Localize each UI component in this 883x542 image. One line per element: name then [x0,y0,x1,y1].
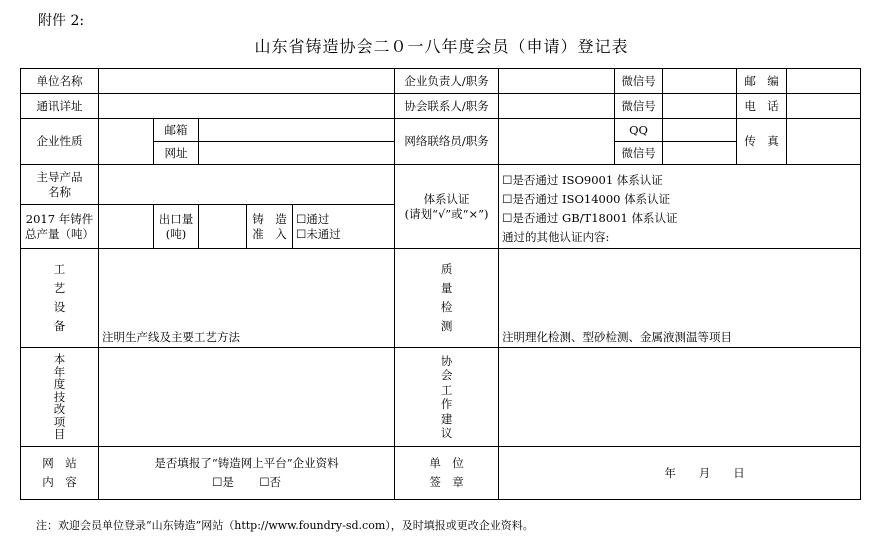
cert-iso9001-checkbox[interactable]: ☐是否通过 ISO9001 体系认证 [502,173,663,187]
access-label [247,205,293,249]
website-content-line1: 网 站 [42,456,77,470]
export-label [154,205,199,249]
phone-label: 电 话 [737,94,787,119]
cert-other-label: 通过的其他认证内容: [502,230,610,244]
website-content-label [21,447,99,500]
output-label [21,205,99,249]
tech-project-label [21,348,99,447]
seal-date-label: 年 月 日 [664,465,745,480]
email-field[interactable] [199,119,395,142]
process-char-3: 设 [53,300,66,314]
wechat-label: 微信号 [615,69,663,94]
seal-date-field[interactable] [499,447,861,500]
certification-options [499,165,861,249]
enterprise-type-label: 企业性质 [21,119,99,165]
unit-seal-line2: 签 章 [429,475,464,489]
address-label: 通讯详址 [21,94,99,119]
website-yes-checkbox[interactable]: ☐是 [212,475,234,489]
quality-char-2: 量 [440,281,453,295]
access-pass-checkbox[interactable]: ☐通过 [296,211,330,226]
suggest-char-6: 议 [440,426,453,440]
liaison-wechat-field[interactable] [663,94,737,119]
quality-char-1: 质 [440,262,453,276]
tech-project-field[interactable] [99,348,395,447]
quality-inspection-field[interactable] [499,249,861,348]
phone-field[interactable] [787,94,861,119]
suggest-char-2: 会 [440,368,453,382]
unit-seal-label [395,447,499,500]
access-options [293,205,395,249]
suggest-char-1: 协 [440,353,453,368]
process-char-1: 工 [53,262,66,276]
annex-label: 附件 2: [38,13,85,29]
unit-name-label: 单位名称 [21,69,99,94]
process-equipment-label [21,249,99,348]
website-label: 网址 [154,142,199,165]
output-label-line2: 总产量（吨） [25,226,94,241]
tech-char-3: 度 [53,377,66,392]
access-label-line2: 准 入 [252,226,287,241]
website-content-question: 是否填报了“铸造网上平台”企业资料 [154,456,339,470]
footer-note: 注：欢迎会员单位登录“山东铸造”网站（http://www.foundry-sd.com），及时填报或更改企业资料。 [36,519,534,532]
suggest-char-4: 作 [440,397,453,411]
tech-char-4: 技 [53,389,66,404]
legal-rep-field[interactable] [499,69,615,94]
website-content-field [99,447,395,500]
network-liaison-field[interactable] [499,119,615,165]
fax-field[interactable] [787,119,861,165]
access-label-line1: 铸 造 [252,211,287,226]
main-products-label [21,165,99,205]
registration-form [20,68,861,500]
unit-seal-line1: 单 位 [429,456,464,470]
output-label-line1: 2017 年铸件 [25,211,94,226]
website-no-checkbox[interactable]: ☐否 [259,475,281,489]
certification-label [395,165,499,249]
output-field[interactable] [99,205,154,249]
main-products-field[interactable] [99,165,395,205]
quality-char-4: 测 [440,319,453,333]
website-content-options [102,473,391,492]
certification-hint: (请划“√”或“×”) [404,206,489,221]
tech-char-5: 改 [53,402,66,417]
address-field[interactable] [99,94,395,119]
wechat-field[interactable] [663,69,737,94]
enterprise-type-field[interactable] [99,119,154,165]
certification-title: 体系认证 [423,191,470,206]
tech-char-6: 项 [53,414,66,429]
unit-name-field[interactable] [99,69,395,94]
liaison-label: 协会联系人/职务 [395,94,499,119]
tech-char-2: 年 [53,364,66,379]
qq-label: QQ [615,119,663,142]
website-content-line2: 内 容 [42,475,77,489]
form-title: 山东省铸造协会二０一八年度会员（申请）登记表 [254,37,629,56]
network-wechat-label: 微信号 [615,142,663,165]
tech-char-7: 目 [53,427,66,442]
liaison-wechat-label: 微信号 [615,94,663,119]
network-wechat-field[interactable] [663,142,737,165]
liaison-field[interactable] [499,94,615,119]
qq-field[interactable] [663,119,737,142]
postcode-label: 邮 编 [737,69,787,94]
website-field[interactable] [199,142,395,165]
main-products-label-line2: 名称 [48,184,71,199]
cert-gbt18001-checkbox[interactable]: ☐是否通过 GB/T18001 体系认证 [502,211,678,225]
legal-rep-label: 企业负责人/职务 [395,69,499,94]
quality-inspection-label [395,249,499,348]
quality-char-3: 检 [440,300,453,314]
fax-label: 传 真 [737,119,787,165]
main-products-label-line1: 主导产品 [36,169,83,184]
email-label: 邮箱 [154,119,199,142]
export-label-line1: 出口量 [158,211,194,226]
tech-char-1: 本 [53,352,66,367]
postcode-field[interactable] [787,69,861,94]
export-field[interactable] [199,205,247,249]
process-char-4: 备 [53,319,66,333]
cert-iso14000-checkbox[interactable]: ☐是否通过 ISO14000 体系认证 [502,192,671,206]
suggest-char-3: 工 [440,382,453,397]
access-fail-checkbox[interactable]: ☐未通过 [296,226,341,241]
process-note: 注明生产线及主要工艺方法 [102,330,240,344]
suggestion-label [395,348,499,447]
export-label-line2: (吨) [165,226,187,241]
process-char-2: 艺 [53,281,66,295]
suggestion-field[interactable] [499,348,861,447]
process-equipment-field[interactable] [99,249,395,348]
suggest-char-5: 建 [440,411,453,426]
quality-note: 注明理化检测、型砂检测、金属液测温等项目 [502,330,733,344]
network-liaison-label: 网络联络员/职务 [395,119,499,165]
